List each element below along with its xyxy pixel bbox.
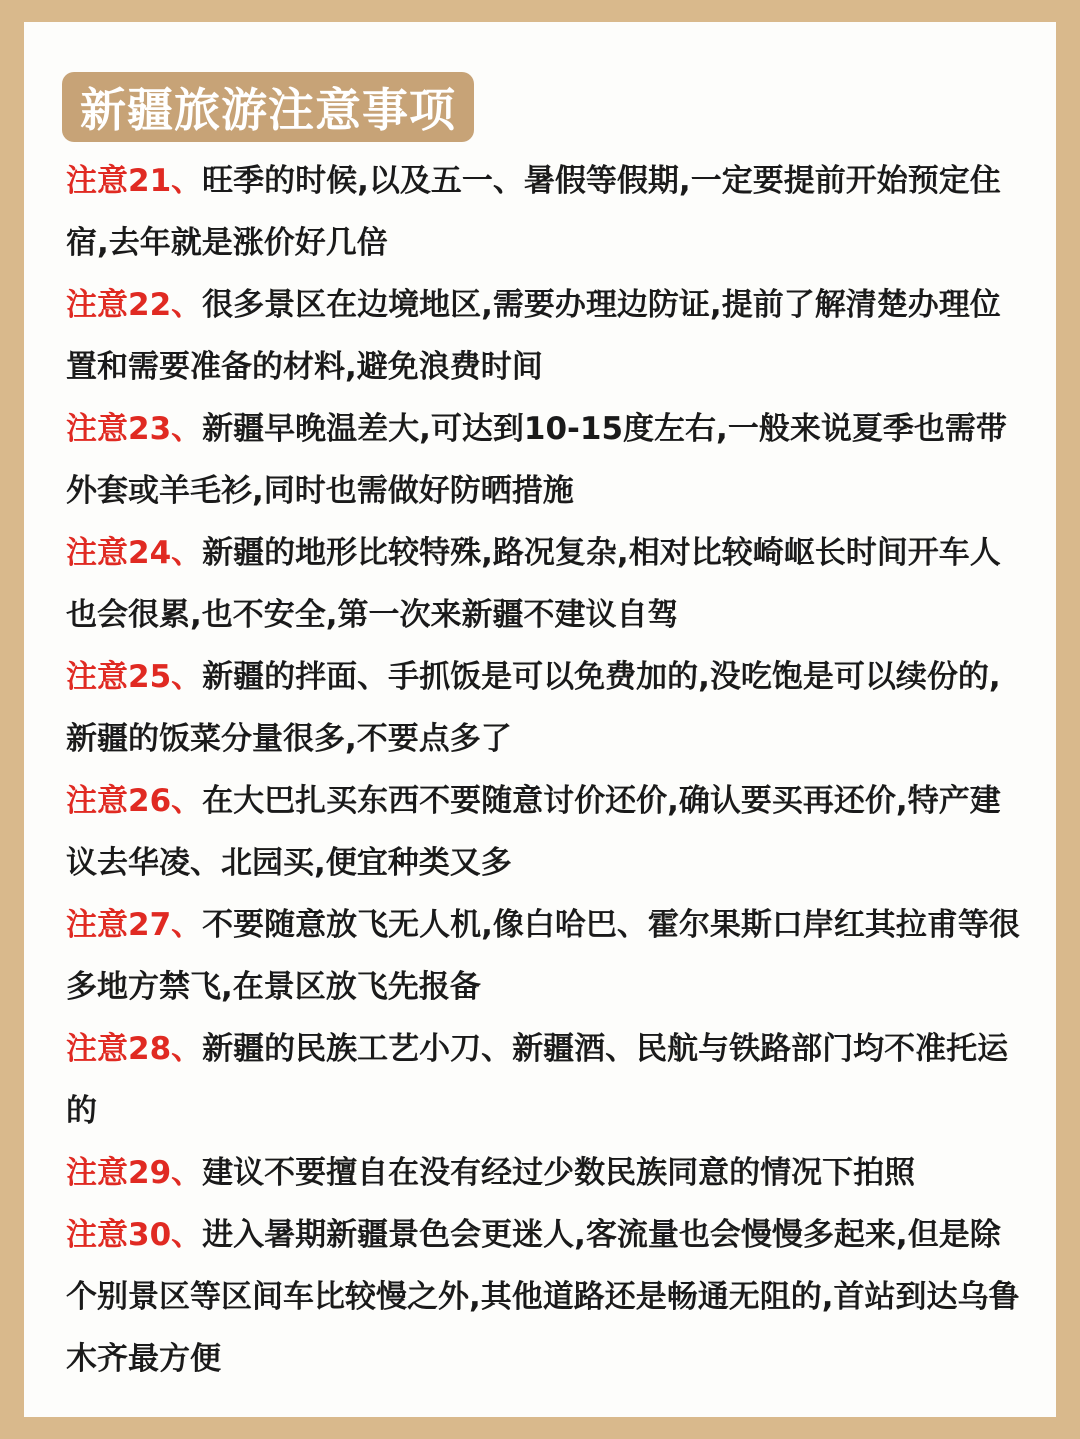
note-label: 注意27、 [66, 907, 203, 943]
note-text: 不要随意放飞无人机,像白哈巴、霍尔果斯口岸红其拉甫等很多地方禁飞,在景区放飞先报备 [66, 907, 1020, 1005]
note-text: 在大巴扎买东西不要随意讨价还价,确认要买再还价,特产建议去华凌、北园买,便宜种类又多 [66, 783, 1001, 881]
note-label: 注意30、 [66, 1217, 203, 1253]
note-item [66, 522, 1026, 646]
note-text: 进入暑期新疆景色会更迷人,客流量也会慢慢多起来,但是除个别景区等区间车比较慢之外,其他道路还是畅通无阻的,首站到达乌鲁木齐最方便 [66, 1217, 1020, 1377]
note-text: 新疆的民族工艺小刀、新疆酒、民航与铁路部门均不准托运的 [66, 1031, 1009, 1129]
note-text: 新疆的拌面、手抓饭是可以免费加的,没吃饱是可以续份的,新疆的饭菜分量很多,不要点多了 [66, 659, 1001, 757]
note-item [66, 894, 1026, 1018]
note-item [66, 1204, 1026, 1390]
note-text: 新疆早晚温差大,可达到10-15度左右,一般来说夏季也需带外套或羊毛衫,同时也需做好防晒措施 [66, 411, 1007, 509]
note-label: 注意29、 [66, 1155, 203, 1191]
note-label: 注意24、 [66, 535, 203, 571]
note-item [66, 1018, 1026, 1142]
note-item [66, 274, 1026, 398]
note-label: 注意22、 [66, 287, 203, 323]
note-text: 很多景区在边境地区,需要办理边防证,提前了解清楚办理位置和需要准备的材料,避免浪费时间 [66, 287, 1001, 385]
title-badge [62, 72, 474, 142]
note-item [66, 1142, 1026, 1204]
note-label: 注意23、 [66, 411, 203, 447]
note-item [66, 770, 1026, 894]
note-item [66, 646, 1026, 770]
note-item [66, 150, 1026, 274]
note-text: 建议不要擅自在没有经过少数民族同意的情况下拍照 [202, 1155, 916, 1191]
note-label: 注意21、 [66, 163, 203, 199]
note-label: 注意28、 [66, 1031, 203, 1067]
page-title: 新疆旅游注意事项 [80, 83, 456, 137]
note-label: 注意25、 [66, 659, 203, 695]
note-item [66, 398, 1026, 522]
note-text: 新疆的地形比较特殊,路况复杂,相对比较崎岖长时间开车人也会很累,也不安全,第一次来新疆不建议自驾 [66, 535, 1001, 633]
note-text: 旺季的时候,以及五一、暑假等假期,一定要提前开始预定住宿,去年就是涨价好几倍 [66, 163, 1001, 261]
notes-list [66, 150, 1026, 1390]
note-label: 注意26、 [66, 783, 203, 819]
